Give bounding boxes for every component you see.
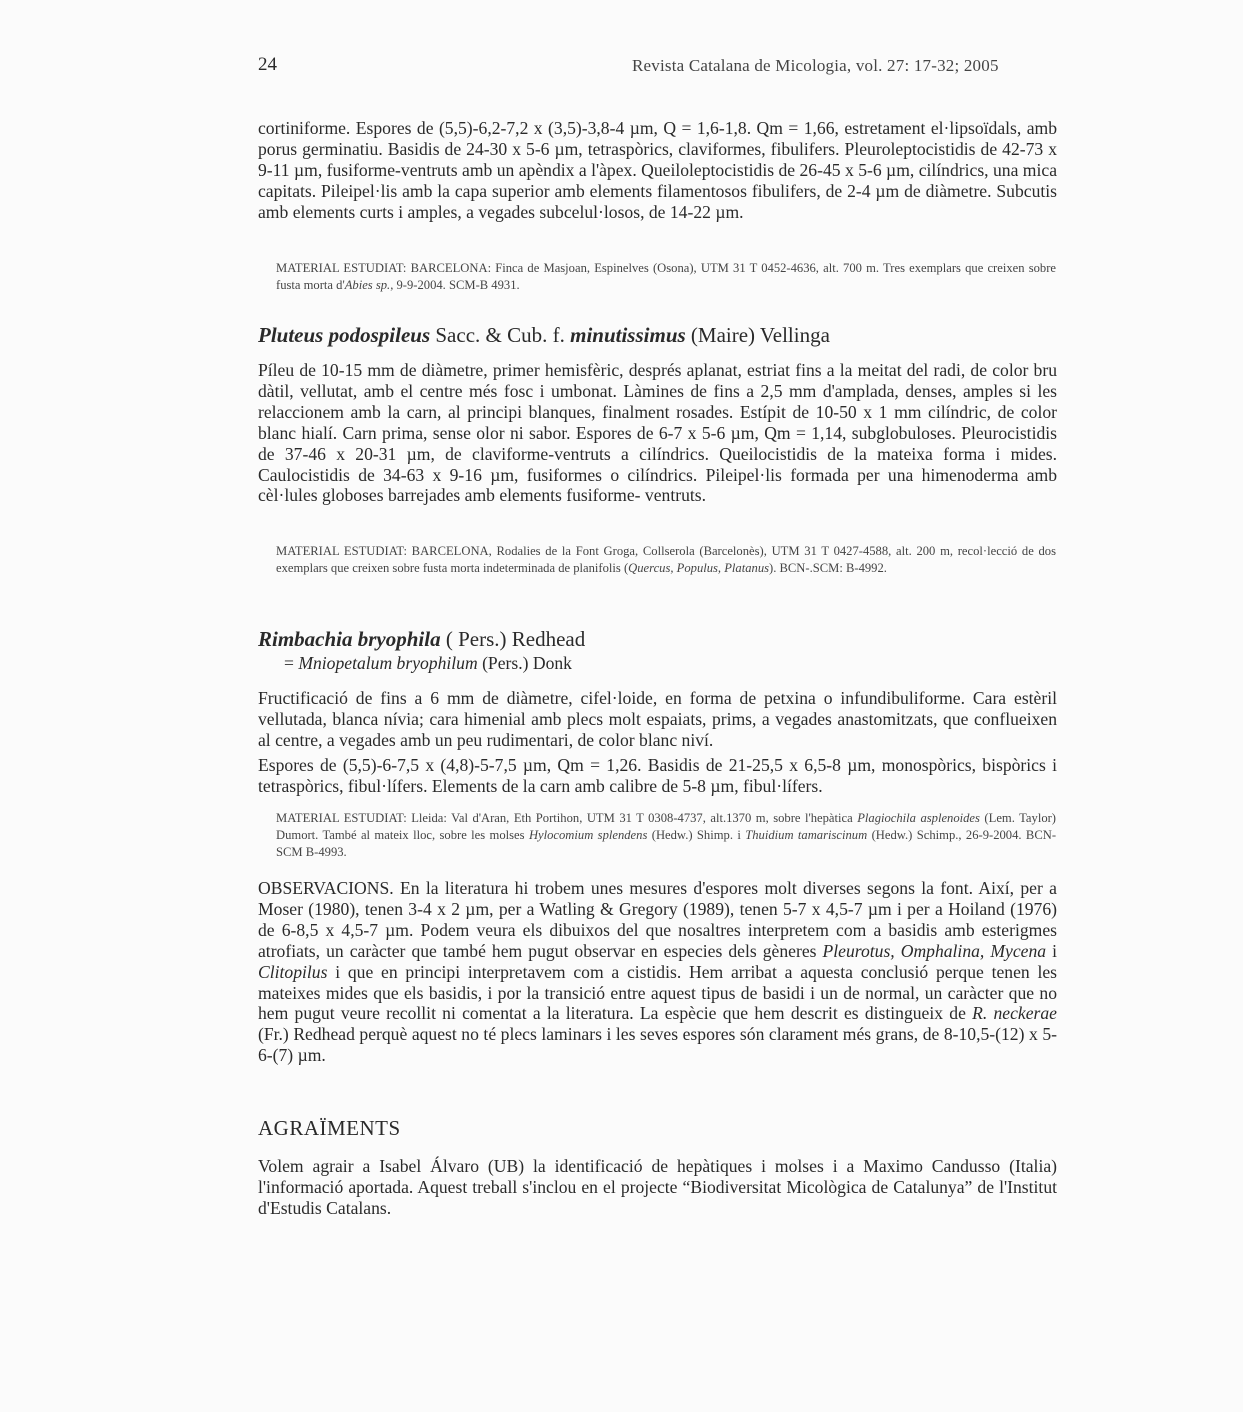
species-title-rimbachia: Rimbachia bryophila ( Pers.) Redhead — [258, 627, 586, 651]
running-header: Revista Catalana de Micologia, vol. 27: 17-32; 2005 — [632, 56, 999, 75]
section-heading-acknowledgements: AGRAÏMENTS — [258, 1116, 401, 1140]
paragraph-rimbachia-microscopy: Espores de (5,5)-6-7,5 x (4,8)-5-7,5 µm, Qm = 1,26. Basidis de 21-25,5 x 6,5-8 µm, monospòrics, bispòrics i tetraspòrics, fibul·lífers. Elements de la carn amb calibre de 5-8 µm, fibul·lífers. — [258, 755, 1057, 796]
material-studied-1: MATERIAL ESTUDIAT: BARCELONA: Finca de Masjoan, Espinelves (Osona), UTM 31 T 0452-4636, alt. 700 m. Tres exemplars que creixen sobre fusta morta d'Abies sp., 9-9-2004. SCM-B 4931. — [276, 261, 1056, 292]
paragraph-acknowledgements: Volem agrair a Isabel Álvaro (UB) la identificació de hepàtiques i molses i a Maximo Candusso (Italia) l'informació aportada. Aquest treball s'inclou en el projecte “Biodiversitat Micològica de Catalunya” de l'Institut d'Estudis Catalans. — [258, 1156, 1057, 1218]
material-studied-2: MATERIAL ESTUDIAT: BARCELONA, Rodalies de la Font Groga, Collserola (Barcelonès), UTM 31 T 0427-4588, alt. 200 m, recol·lecció de dos exemplars que creixen sobre fusta morta indeterminada de planifolis (Quercus, Populus, Platanus). BCN-.SCM: B-4992. — [276, 544, 1056, 575]
synonym-line: = Mniopetalum bryophilum (Pers.) Donk — [284, 653, 572, 673]
material-studied-3: MATERIAL ESTUDIAT: Lleida: Val d'Aran, Eth Portihon, UTM 31 T 0308-4737, alt.1370 m, sobre l'hepàtica Plagiochila asplenoides (Lem. Taylor) Dumort. També al mateix lloc, sobre les molses Hylocomium splendens (Hedw.) Shimp. i Thuidium tamariscinum (Hedw.) Schimp., 26-9-2004. BCN-SCM B-4993. — [276, 811, 1057, 859]
paragraph-pluteus-description: Píleu de 10-15 mm de diàmetre, primer hemisfèric, després aplanat, estriat fins a la meitat del radi, de color bru dàtil, vellutat, amb el centre més fosc i umbonat. Làmines de fins a 2,5 mm d'amplada, denses, amples si les relaccionem amb la carn, al principi blanques, finalment rosades. Estípit de 10-50 x 1 mm cilíndric, de color blanc hialí. Carn prima, sense olor ni sabor. Espores de 6-7 x 5-6 µm, Qm = 1,14, subglobuloses. Pleurocistidis de 37-46 x 20-31 µm, de claviforme-ventruts a cilíndrics. Queilocistidis de la mateixa forma i mides. Caulocistidis de 34-63 x 9-16 µm, fusiformes o cilíndrics. Pileipel·lis formada per una himenoderma amb cèl·lules globoses barrejades amb elements fusiforme- ventruts. — [258, 360, 1057, 506]
paragraph-rimbachia-description: Fructificació de fins a 6 mm de diàmetre, cifel·loide, en forma de petxina o infundibuliforme. Cara estèril vellutada, blanca nívia; cara himenial amb plecs molt espaiats, prims, a vegades anastomitzats, que conflueixen al centre, a vegades amb un peu rudimentari, de color blanc niví. — [258, 688, 1057, 750]
species-title-pluteus: Pluteus podospileus Sacc. & Cub. f. minutissimus (Maire) Vellinga — [258, 323, 830, 347]
paragraph-description-continued: cortiniforme. Espores de (5,5)-6,2-7,2 x (3,5)-3,8-4 µm, Q = 1,6-1,8. Qm = 1,66, estretament el·lipsoïdals, amb porus germinatiu. Basidis de 24-30 x 5-6 µm, tetraspòrics, claviformes, fibulifers. Pleuroleptocistidis de 42-73 x 9-11 µm, fusiforme-ventruts amb un apèndix a l'àpex. Queiloleptocistidis de 26-45 x 5-6 µm, cilíndrics, una mica capitats. Pileipel·lis amb la capa superior amb elements filamentosos fibulifers, de 2-4 µm de diàmetre. Subcutis amb elements curts i amples, a vegades subcelul·losos, de 14-22 µm. — [258, 118, 1057, 222]
page-number: 24 — [258, 54, 277, 75]
paragraph-observations: OBSERVACIONS. En la literatura hi trobem unes mesures d'espores molt diverses segons la font. Així, per a Moser (1980), tenen 3-4 x 2 µm, per a Watling & Gregory (1989), tenen 5-7 x 4,5-7 µm i per a Hoiland (1976) de 6-8,5 x 4,5-7 µm. Podem veura els dibuixos del que nosaltres interpretem com a basidis amb esterigmes atrofiats, un caràcter que també hem pugut observar en especies dels gèneres Pleurotus, Omphalina, Mycena i Clitopilus i que en principi interpretavem com a cistidis. Hem arribat a aquesta conclusió perque tenen les mateixes mides que els basidis, i por la transició entre aquest tipus de basidi i un de normal, un caràcter que no hem pugut veure recollit ni comentat a la literatura. La espècie que hem descrit es distingueix de R. neckerae (Fr.) Redhead perquè aquest no té plecs laminars i les seves espores són clarament més grans, de 8-10,5-(12) x 5-6-(7) µm. — [258, 878, 1057, 1066]
